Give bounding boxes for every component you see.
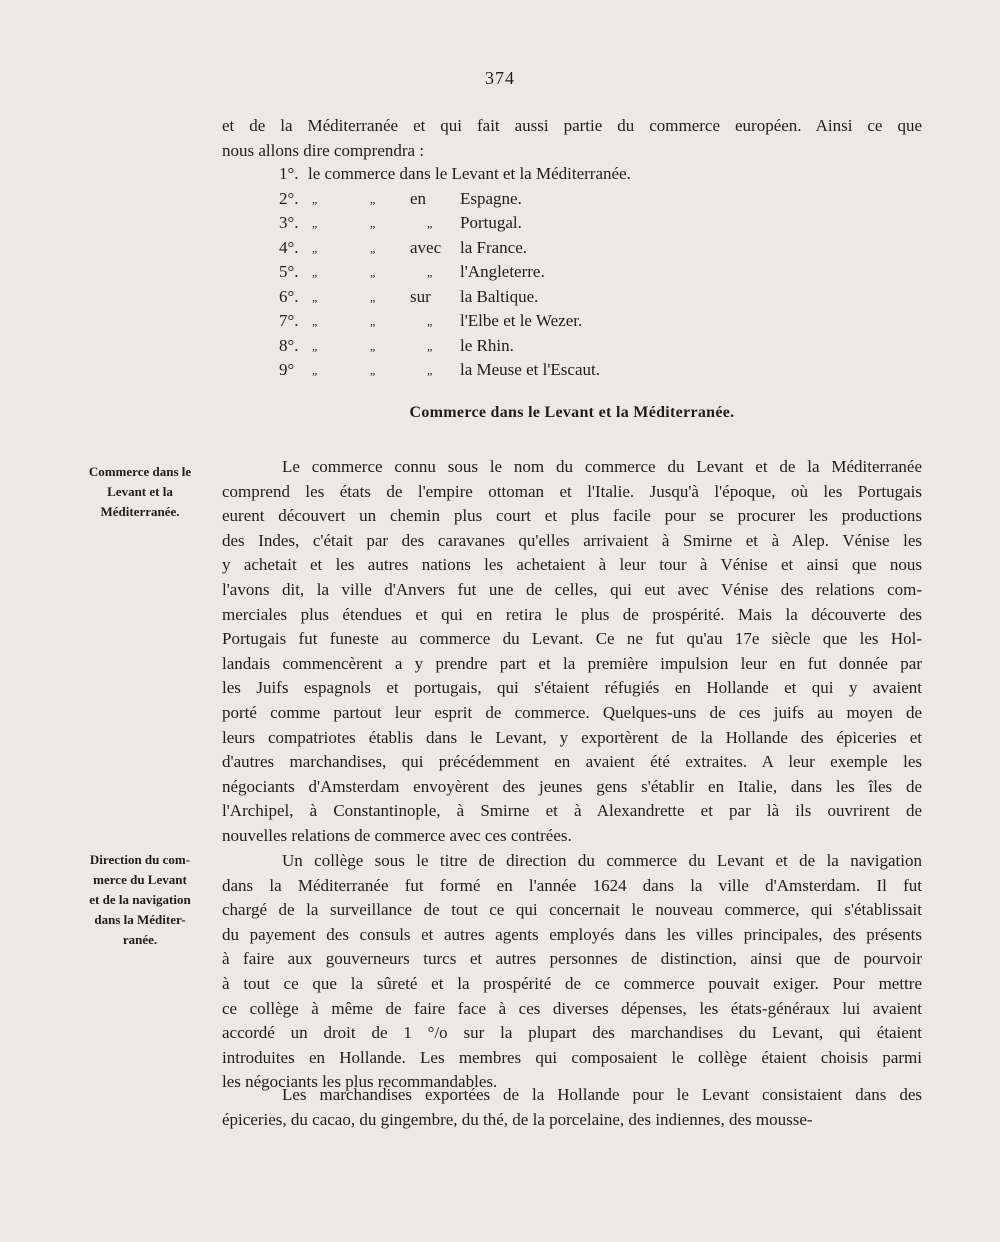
text-line: accordé un droit de 1 °/o sur la plupart des marchandises du Levant, qui étaient [222, 1023, 922, 1043]
sidenote-line: Commerce dans le [88, 464, 192, 479]
text-line: épiceries, du cacao, du gingembre, du thé, de la porcelaine, des indiennes, des mousse- [222, 1109, 813, 1129]
enumeration-item [279, 211, 699, 236]
paragraph-3 [222, 1083, 922, 1132]
enumeration-number: 3°. [279, 213, 299, 232]
ditto-mark: „ [312, 363, 318, 377]
text-line: les Juifs espagnols et portugais, qui s'étaient réfugiés en Hollande et qui y avaient [222, 678, 922, 698]
text-line: chargé de la surveillance de tout ce qui concernait le nouveau commerce, qui s'établissait [222, 900, 922, 920]
intro-line-2: nous allons dire comprendra : [222, 141, 425, 160]
ditto-mark: „ [312, 216, 318, 230]
ditto-mark: „ [427, 265, 433, 279]
sidenote-commerce-levant [66, 462, 214, 522]
enumeration-object: l'Angleterre. [460, 262, 545, 281]
text-line: comprend les états de l'empire ottoman et l'Italie. Jusqu'à l'époque, où les Portugais [222, 481, 922, 501]
section-heading: Commerce dans le Levant et la Méditerranée. [409, 404, 735, 421]
sidenote-direction [66, 850, 214, 950]
enumeration-item [279, 236, 699, 261]
text-line: Portugais fut funeste au commerce du Levant. Ce ne fut qu'au 17e siècle que les Hol- [222, 629, 922, 649]
enumeration-number: 2°. [279, 188, 299, 208]
text-line: ce collège à même de faire face à ces diverses dépenses, les états-généraux lui avaient [222, 998, 922, 1018]
ditto-mark: „ [427, 314, 433, 328]
enumeration-number: 9° [279, 360, 295, 379]
enumeration-item [279, 285, 699, 310]
enumeration-number: 8°. [279, 335, 299, 355]
enumeration-number: 5°. [279, 262, 299, 281]
text-line: eurent découvert un chemin plus court et plus facile pour se procurer les productions [222, 506, 922, 526]
ditto-mark: „ [370, 314, 376, 328]
ditto-mark: „ [312, 240, 318, 255]
enumeration-object: la Baltique. [460, 286, 539, 306]
enumeration-item [279, 358, 699, 383]
paragraph-1 [222, 455, 922, 849]
text-line: à faire aux gouverneurs turcs et autres personnes de distinction, ainsi que de pourvoir [222, 949, 922, 969]
enumeration-number: 4°. [279, 237, 299, 257]
text-line: leurs compatriotes établis dans le Levant, y exportèrent de la Hollande des épiceries et [222, 727, 922, 747]
ditto-mark: „ [427, 216, 433, 230]
enumeration-preposition: avec [410, 237, 442, 257]
text-line: d'autres marchandises, qui précédemment en avaient été extraites. A leur exemple les [222, 752, 922, 772]
enumeration-item [279, 187, 699, 212]
enumeration-number: 7°. [279, 311, 299, 330]
enumeration-object: l'Elbe et le Wezer. [460, 311, 583, 330]
enumeration-object: Espagne. [460, 188, 522, 208]
enumeration-preposition: sur [410, 286, 431, 306]
text-line: porté comme partout leur esprit de commerce. Quelques-uns de ces juifs au moyen de [222, 702, 922, 722]
sidenote-line: merce du Levant [93, 872, 187, 887]
ditto-mark: „ [370, 191, 376, 206]
enumeration-number: 1°. [279, 164, 299, 183]
page-number: 374 [485, 68, 515, 88]
enumeration-item [279, 260, 699, 285]
enumeration-item [279, 162, 699, 187]
sidenote-line: Direction du com- [89, 852, 191, 867]
ditto-mark: „ [370, 338, 376, 353]
sidenote-line: dans la Méditer- [94, 912, 186, 927]
paragraph-2 [222, 849, 922, 1095]
text-line: dans la Méditerranée fut formé en l'année 1624 dans la ville d'Amsterdam. Il fut [222, 875, 922, 895]
text-line: Les marchandises exportées de la Hollande pour le Levant consistaient dans des [282, 1085, 922, 1104]
text-line: Le commerce connu sous le nom du commerce du Levant et de la Méditerranée [282, 457, 922, 476]
text-line: les négociants les plus recommandables. [222, 1072, 498, 1092]
ditto-mark: „ [370, 363, 376, 377]
ditto-mark: „ [370, 240, 376, 255]
ditto-mark: „ [312, 191, 318, 206]
enumeration-item [279, 334, 699, 359]
text-line: du payement des consuls et autres agents employés dans les villes principales, des présents [222, 924, 922, 944]
intro-text [222, 113, 922, 163]
enumeration-text: le commerce dans le Levant et la Méditerranée. [308, 164, 631, 183]
enumeration-object: Portugal. [460, 213, 522, 232]
ditto-mark: „ [427, 338, 433, 353]
sidenote-line: et de la navigation [89, 892, 191, 907]
sidenote-line: Méditerranée. [100, 504, 180, 519]
intro-line-1: et de la Méditerranée et qui fait aussi partie du commerce européen. Ainsi ce que [222, 116, 922, 135]
enumeration-list [279, 162, 699, 383]
text-line: négociants d'Amsterdam envoyèrent des jeunes gens s'établir en Italie, dans les îles de [222, 776, 922, 796]
text-line: à tout ce que la sûreté et la prospérité de ce commerce pouvait exiger. Pour mettre [222, 973, 922, 993]
text-line: landais commencèrent a y prendre part et la première impulsion leur en fut donnée par [222, 653, 922, 673]
ditto-mark: „ [427, 363, 433, 377]
text-line: merciales plus étendues et qui en retira le plus de prospérité. Mais la découverte des [222, 604, 922, 624]
text-line: nouvelles relations de commerce avec ces contrées. [222, 825, 572, 845]
enumeration-number: 6°. [279, 286, 299, 306]
text-line: l'Archipel, à Constantinople, à Smirne et à Alexandrette et par là ils ouvrirent de [222, 801, 922, 821]
enumeration-object: le Rhin. [460, 335, 514, 355]
enumeration-object: la Meuse et l'Escaut. [460, 360, 600, 379]
text-line: des Indes, c'était par des caravanes qu'elles arrivaient à Smirne et à Alep. Vénise les [222, 530, 922, 550]
sidenote-line: Levant et la [107, 484, 173, 499]
ditto-mark: „ [312, 338, 318, 353]
ditto-mark: „ [312, 265, 318, 279]
ditto-mark: „ [370, 216, 376, 230]
enumeration-item [279, 309, 699, 334]
text-line: l'avons dit, la ville d'Anvers fut une de celles, qui eut avec Vénise des relations com- [222, 579, 922, 599]
text-line: y achetait et les autres nations les achetaient à leur tour à Vénise et ainsi que nous [222, 555, 922, 575]
enumeration-object: la France. [460, 237, 528, 257]
ditto-mark: „ [370, 265, 376, 279]
text-line: Un collège sous le titre de direction du commerce du Levant et de la navigation [282, 851, 922, 870]
sidenote-line: ranée. [122, 932, 158, 947]
ditto-mark: „ [312, 314, 318, 328]
text-line: introduites en Hollande. Les membres qui composaient le collège étaient choisis parmi [222, 1047, 922, 1067]
ditto-mark: „ [312, 289, 318, 304]
ditto-mark: „ [370, 289, 376, 304]
enumeration-preposition: en [410, 188, 427, 208]
